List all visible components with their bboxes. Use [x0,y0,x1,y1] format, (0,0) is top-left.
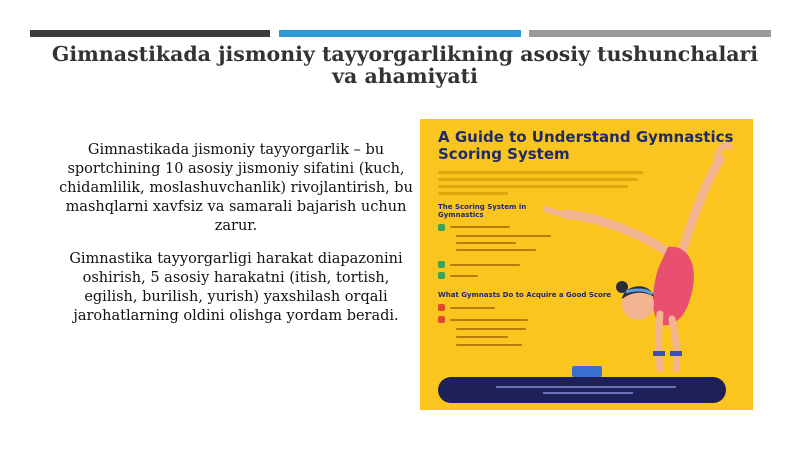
paragraph-physical-preparation: Gimnastikada jismoniy tayyorgarlik – bu sportchining 10 asosiy jismoniy sifatini (kuch, chidamlilik, moslashuvchanlik) rivojlantirish, bu mashqlarni xavfsiz va samarali bajarish uchun zarur. [59,142,413,234]
paragraph-gymnastics-training: Gimnastika tayyorgarligi harakat diapazonini oshirish, 5 asosiy harakatni (itish, tortish, egilish, burilish, yurish) yaxshilash orqali jarohatlarning oldini olishga yordam beradi. [69,251,403,324]
infographic-title-line-1: A Guide to Understand Gymnastics [438,128,734,146]
infographic-section-good-score: What Gymnasts Do to Acquire a Good Score [438,291,612,299]
checklist-icon [438,316,445,323]
checkmark-icon [438,261,445,268]
infographic-section-scoring-system: The Scoring System in Gymnastics [438,203,527,219]
checklist-icon [438,304,445,311]
gymnastics-scoring-infographic [420,119,753,410]
infographic-title-line-2: Scoring System [438,145,570,163]
checkmark-icon [438,272,445,279]
slide-title: Gimnastikada jismoniy tayyorgarlikning asosiy tushunchalari va ahamiyati [51,42,759,88]
brand-logo [572,366,602,377]
infographic-footer-banner [438,377,726,403]
accent-bar-blue [279,30,521,37]
accent-bar-gray [529,30,771,37]
gymnast-illustration [540,129,753,374]
checkmark-icon [438,224,445,231]
accent-bar-dark [30,30,270,37]
